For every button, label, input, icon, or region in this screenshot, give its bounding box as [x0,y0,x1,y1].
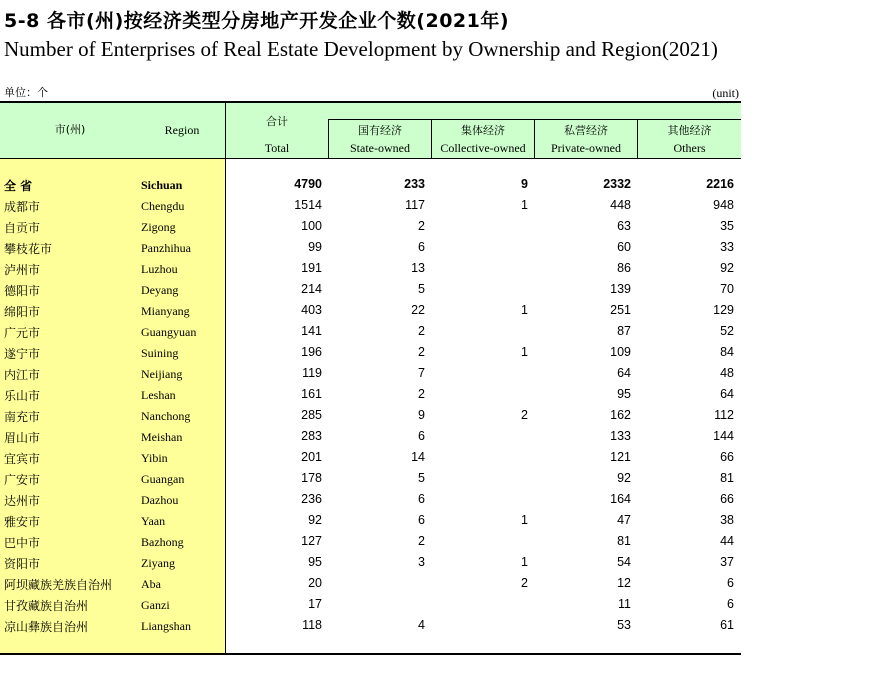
region-name-en: Ziyang [141,556,175,570]
state-owned-cell: 6 [418,240,425,254]
state-owned-cell: 6 [418,492,425,506]
private-owned-cell: 53 [617,618,631,632]
city-name-cn: 乐山市 [4,389,41,403]
city-name-cn: 内江市 [4,368,41,382]
total-cell: 191 [301,261,322,275]
total-cell: 95 [308,555,322,569]
private-owned-cell: 2332 [603,177,631,191]
state-owned-cell: 2 [418,387,425,401]
city-name-cn: 攀枝花市 [4,242,53,256]
region-name-en: Mianyang [141,304,190,318]
private-owned-cell: 133 [610,429,631,443]
others-cell: 44 [720,534,734,548]
table-row [0,447,741,468]
table-row [0,216,741,237]
table-row [0,300,741,321]
city-name-cn: 宜宾市 [4,452,41,466]
region-name-en: Liangshan [141,619,191,633]
state-owned-cell: 4 [418,618,425,632]
table-row [0,468,741,489]
total-cell: 118 [302,618,322,632]
table-row [0,279,741,300]
total-cell: 283 [301,429,322,443]
region-name-en: Sichuan [141,178,183,192]
region-name-en: Zigong [141,220,176,234]
total-cell: 161 [301,387,322,401]
region-name-en: Deyang [141,283,179,297]
city-name-cn: 泸州市 [4,263,41,277]
table-bottom-rule [0,653,741,655]
private-owned-cell: 60 [617,240,631,254]
city-name-cn: 绵阳市 [4,305,41,319]
region-name-en: Luzhou [141,262,178,276]
others-cell: 92 [720,261,734,275]
city-name-cn: 南充市 [4,410,41,424]
region-name-en: Neijiang [141,367,183,381]
city-name-cn: 甘孜藏族自治州 [4,599,89,613]
region-name-en: Leshan [141,388,176,402]
private-owned-cell: 63 [617,219,631,233]
header-collective-cn: 集体经济 [461,124,505,137]
others-cell: 52 [720,324,734,338]
others-cell: 84 [720,345,734,359]
table-row [0,258,741,279]
table-row [0,384,741,405]
private-owned-cell: 251 [610,303,631,317]
collective-owned-cell: 9 [521,177,528,191]
others-cell: 112 [714,408,734,422]
region-name-en: Bazhong [141,535,184,549]
others-cell: 66 [720,492,734,506]
total-cell: 1514 [294,198,322,212]
private-owned-cell: 109 [610,345,631,359]
state-owned-cell: 2 [418,219,425,233]
unit-label-cn: 单位：个 [4,86,48,99]
city-name-cn: 广元市 [4,326,41,340]
header-bottom-rule [0,158,741,159]
others-cell: 33 [720,240,734,254]
total-cell: 236 [301,492,322,506]
private-owned-cell: 11 [618,597,631,611]
region-name-en: Panzhihua [141,241,191,255]
region-name-en: Suining [141,346,179,360]
state-owned-cell: 233 [404,177,425,191]
table-row [0,195,741,216]
table-title-en: Number of Enterprises of Real Estate Development by Ownership and Region(2021) [4,37,718,61]
others-cell: 48 [720,366,734,380]
table-row [0,573,741,594]
total-cell: 100 [301,219,322,233]
table-row [0,531,741,552]
total-cell: 178 [301,471,322,485]
state-owned-cell: 2 [418,534,425,548]
table-row [0,615,741,636]
state-owned-cell: 3 [418,555,425,569]
others-cell: 144 [713,429,734,443]
others-cell: 35 [720,219,734,233]
total-cell: 214 [301,282,322,296]
state-owned-cell: 14 [411,450,425,464]
city-name-cn: 遂宁市 [4,347,41,361]
state-owned-cell: 13 [411,261,425,275]
table-title-cn: 5-8 各市(州)按经济类型分房地产开发企业个数(2021年) [4,10,510,32]
total-cell: 17 [308,597,322,611]
private-owned-cell: 86 [617,261,631,275]
header-city-cn: 市(州) [54,123,86,136]
header-state-cn: 国有经济 [358,124,402,137]
collective-owned-cell: 2 [521,408,528,422]
region-name-en: Nanchong [141,409,191,423]
others-cell: 129 [713,303,734,317]
state-owned-cell: 2 [418,324,425,338]
table-row [0,405,741,426]
header-collective-en: Collective-owned [440,141,526,155]
private-owned-cell: 47 [617,513,631,527]
table-top-rule [0,101,741,103]
total-cell: 196 [301,345,322,359]
table-row [0,342,741,363]
region-name-en: Chengdu [141,199,185,213]
total-cell: 285 [301,408,322,422]
header-total-cn: 合计 [266,115,288,128]
header-private-en: Private-owned [551,141,621,155]
state-owned-cell: 117 [405,198,425,212]
header-region-en: Region [164,123,200,137]
private-owned-cell: 95 [617,387,631,401]
region-name-en: Meishan [141,430,183,444]
private-owned-cell: 87 [617,324,631,338]
others-cell: 81 [720,471,734,485]
others-cell: 2216 [706,177,734,191]
total-cell: 99 [308,240,322,254]
others-cell: 6 [727,576,734,590]
state-owned-cell: 9 [418,408,425,422]
region-name-en: Guangan [141,472,185,486]
total-cell: 92 [308,513,322,527]
private-owned-cell: 448 [610,198,631,212]
private-owned-cell: 139 [610,282,631,296]
table-row [0,363,741,384]
state-owned-cell: 7 [418,366,425,380]
total-cell: 127 [301,534,322,548]
private-owned-cell: 92 [617,471,631,485]
others-cell: 948 [713,198,734,212]
city-name-cn: 广安市 [4,473,41,487]
private-owned-cell: 54 [617,555,631,569]
city-name-cn: 凉山彝族自治州 [4,620,89,634]
city-name-cn: 达州市 [4,494,41,508]
table-row [0,237,741,258]
table-row [0,594,741,615]
header-others-cn: 其他经济 [667,124,712,137]
collective-owned-cell: 1 [521,345,528,359]
total-cell: 20 [308,576,322,590]
state-owned-cell: 2 [418,345,425,359]
city-name-cn: 巴中市 [4,536,41,550]
total-cell: 119 [302,366,322,380]
collective-owned-cell: 1 [521,513,528,527]
collective-owned-cell: 1 [521,303,528,317]
collective-owned-cell: 1 [521,555,528,569]
city-name-cn: 德阳市 [4,284,41,298]
private-owned-cell: 64 [617,366,631,380]
others-cell: 37 [720,555,734,569]
region-name-en: Aba [141,577,161,591]
state-owned-cell: 22 [411,303,425,317]
total-cell: 4790 [294,177,322,191]
table-row [0,489,741,510]
others-cell: 6 [727,597,734,611]
private-owned-cell: 162 [610,408,631,422]
state-owned-cell: 6 [418,429,425,443]
total-cell: 403 [301,303,322,317]
total-cell: 201 [301,450,322,464]
header-private-cn: 私营经济 [564,124,608,137]
city-name-cn: 成都市 [4,200,41,214]
state-owned-cell: 6 [418,513,425,527]
region-name-en: Ganzi [141,598,170,612]
city-name-cn: 眉山市 [4,431,41,445]
table-row [0,321,741,342]
city-name-cn: 自贡市 [4,221,41,235]
region-name-en: Yibin [141,451,168,465]
table-row-total [0,174,741,195]
table-row [0,510,741,531]
state-owned-cell: 5 [418,282,425,296]
others-cell: 70 [720,282,734,296]
city-name-cn: 全 省 [4,179,33,193]
city-name-cn: 资阳市 [4,557,41,571]
private-owned-cell: 164 [610,492,631,506]
table-row [0,552,741,573]
region-name-en: Yaan [141,514,166,528]
city-name-cn: 雅安市 [4,515,41,529]
collective-owned-cell: 1 [521,198,528,212]
others-cell: 66 [720,450,734,464]
private-owned-cell: 12 [617,576,631,590]
others-cell: 38 [720,513,734,527]
private-owned-cell: 81 [617,534,631,548]
private-owned-cell: 121 [610,450,631,464]
data-table [0,101,741,656]
others-cell: 61 [720,618,734,632]
header-others-en: Others [673,141,706,155]
header-state-en: State-owned [350,141,410,155]
table-row [0,426,741,447]
others-cell: 64 [720,387,734,401]
region-name-en: Dazhou [141,493,179,507]
state-owned-cell: 5 [418,471,425,485]
region-name-en: Guangyuan [141,325,197,339]
city-name-cn: 阿坝藏族羌族自治州 [4,578,113,592]
collective-owned-cell: 2 [521,576,528,590]
unit-label-en: (unit) [712,86,739,100]
total-cell: 141 [301,324,322,338]
header-total-en: Total [264,141,290,155]
